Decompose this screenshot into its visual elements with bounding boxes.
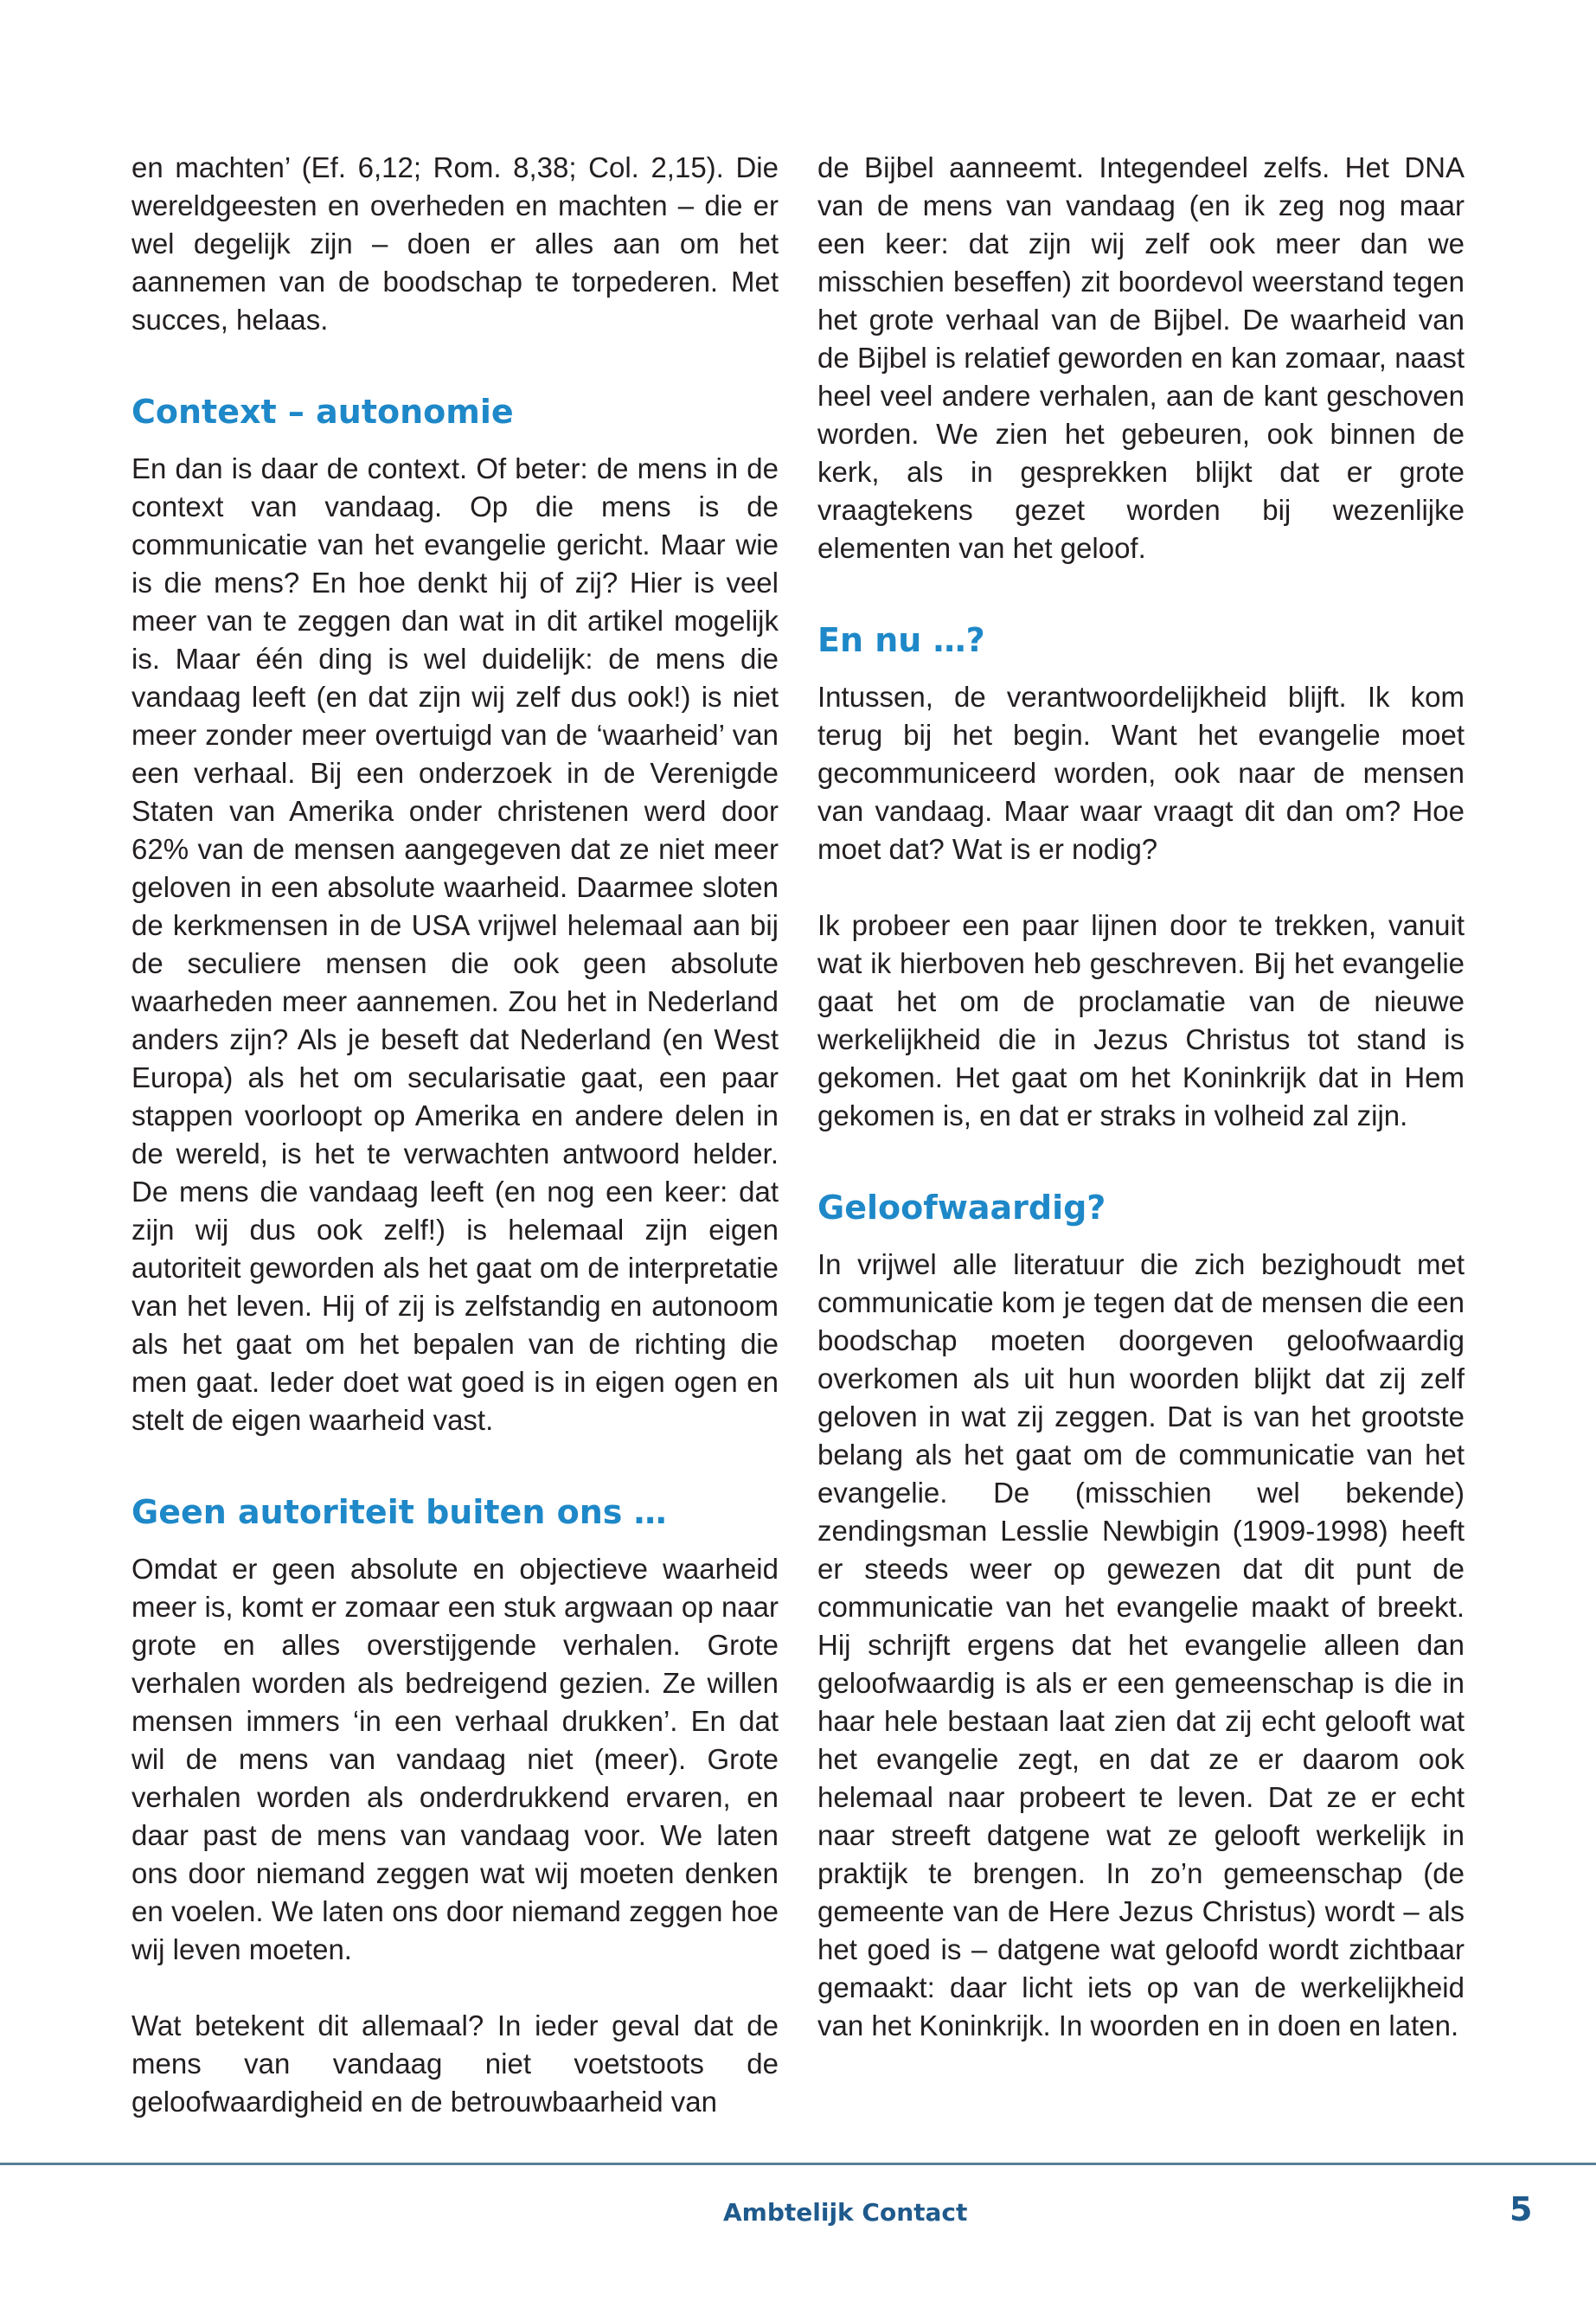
footer-divider bbox=[0, 2163, 1596, 2165]
page-number: 5 bbox=[1509, 2190, 1533, 2228]
body-paragraph: en machten’ (Ef. 6,12; Rom. 8,38; Col. 2,15). Die wereldgeesten en overheden en machten – die er wel degelijk zijn – doen er alles aan om het aannemen van de boodschap te torpederen. Met succes, helaas. bbox=[131, 151, 779, 336]
body-paragraph: de Bijbel aanneemt. Integendeel zelfs. Het DNA van de mens van vandaag (en ik zeg nog maar een keer: dat zijn wij zelf ook meer dan we misschien beseffen) zit boordevol weerstand tegen het grote verhaal van de Bijbel. De waarheid van de Bijbel is relatief geworden en kan zomaar, naast heel veel andere verhalen, aan de kant geschoven worden. We zien het gebeuren, ook binnen de kerk, als in gesprekken blijkt dat er grote vraagtekens gezet worden bij wezenlijke elementen van het geloof. bbox=[817, 151, 1465, 564]
body-paragraph: Omdat er geen absolute en objectieve waarheid meer is, komt er zomaar een stuk argwaan op naar grote en alles overstijgende verhalen. Grote verhalen worden als bedreigend gezien. Ze willen mensen immers ‘in een verhaal drukken’. En dat wil de mens van vandaag niet (meer). Grote verhalen worden als onderdrukkend ervaren, en daar past de mens van vandaag voor. We laten ons door niemand zeggen wat wij moeten denken en voelen. We laten ons door niemand zeggen hoe wij leven moeten. bbox=[131, 1553, 779, 1965]
body-paragraph: Wat betekent dit allemaal? In ieder geval dat de mens van vandaag niet voetstoots de geloofwaardigheid en de betrouwbaarheid van bbox=[131, 2009, 779, 2118]
section-heading-en-nu: En nu …? bbox=[817, 621, 985, 659]
body-paragraph: In vrijwel alle literatuur die zich bezighoudt met communicatie kom je tegen dat de mensen die een boodschap moeten doorgeven geloofwaardig overkomen als uit hun woorden blijkt dat zij zelf geloven in wat zij zeggen. Dat is van het grootste belang als het gaat om de communicatie van het evangelie. De (misschien wel bekende) zendingsman Lesslie Newbigin (1909-1998) heeft er steeds weer op gewezen dat dit punt de communicatie van het evangelie maakt of breekt. Hij schrijft ergens dat het evangelie alleen dan geloofwaardig is als er een gemeenschap is die in haar hele bestaan laat zien dat zij echt gelooft wat het evangelie zegt, en dat ze er daarom ook helemaal naar probeert te leven. Dat ze er echt naar streeft datgene wat ze gelooft werkelijk in praktijk te brengen. In zo’n gemeenschap (de gemeente van de Here Jezus Christus) wordt – als het goed is – datgene wat geloofd wordt zichtbaar gemaakt: daar licht iets op van de werkelijkheid van het Koninkrijk. In woorden en in doen en laten. bbox=[817, 1248, 1465, 2041]
footer-publication-title: Ambtelijk Contact bbox=[723, 2198, 968, 2227]
right-column bbox=[817, 149, 1465, 2045]
body-paragraph: Ik probeer een paar lijnen door te trekken, vanuit wat ik hierboven heb geschreven. Bij het evangelie gaat het om de proclamatie van de nieuwe werkelijkheid die in Jezus Christus tot stand is gekomen. Het gaat om het Koninkrijk dat in Hem gekomen is, en dat er straks in volheid zal zijn. bbox=[817, 909, 1465, 1131]
section-heading-context-autonomie: Context – autonomie bbox=[131, 393, 514, 431]
section-heading-geen-autoriteit: Geen autoriteit buiten ons … bbox=[131, 1493, 667, 1531]
body-paragraph: En dan is daar de context. Of beter: de mens in de context van vandaag. Op die mens is de communicatie van het evangelie gericht. Maar wie is die mens? En hoe denkt hij of zij? Hier is veel meer van te zeggen dan wat in dit artikel mogelijk is. Maar één ding is wel duidelijk: de mens die vandaag leeft (en dat zijn wij zelf dus ook!) is niet meer zonder meer overtuigd van de ‘waarheid’ van een verhaal. Bij een onderzoek in de Verenigde Staten van Amerika onder christenen werd door 62% van de mensen aangegeven dat ze niet meer geloven in een absolute waarheid. Daarmee sloten de kerkmensen in de USA vrijwel helemaal aan bij de seculiere mensen die ook geen absolute waarheden meer aannemen. Zou het in Nederland anders zijn? Als je beseft dat Nederland (en West Europa) als het om secularisatie gaat, een paar stappen voorloopt op Amerika en andere delen in de wereld, is het te verwachten antwoord helder. De mens die vandaag leeft (en nog een keer: dat zijn wij dus ook zelf!) is helemaal zijn eigen autoriteit geworden als het gaat om de interpretatie van het leven. Hij of zij is zelfstandig en autonoom als het gaat om het bepalen van de richting die men gaat. Ieder doet wat goed is in eigen ogen en stelt de eigen waarheid vast. bbox=[131, 452, 779, 1436]
left-column bbox=[131, 149, 779, 2121]
body-paragraph: Intussen, de verantwoordelijkheid blijft. Ik kom terug bij het begin. Want het evangelie moet gecommuniceerd worden, ook naar de mensen van vandaag. Maar waar vraagt dit dan om? Hoe moet dat? Wat is er nodig? bbox=[817, 681, 1465, 865]
section-heading-geloofwaardig: Geloofwaardig? bbox=[817, 1189, 1106, 1227]
